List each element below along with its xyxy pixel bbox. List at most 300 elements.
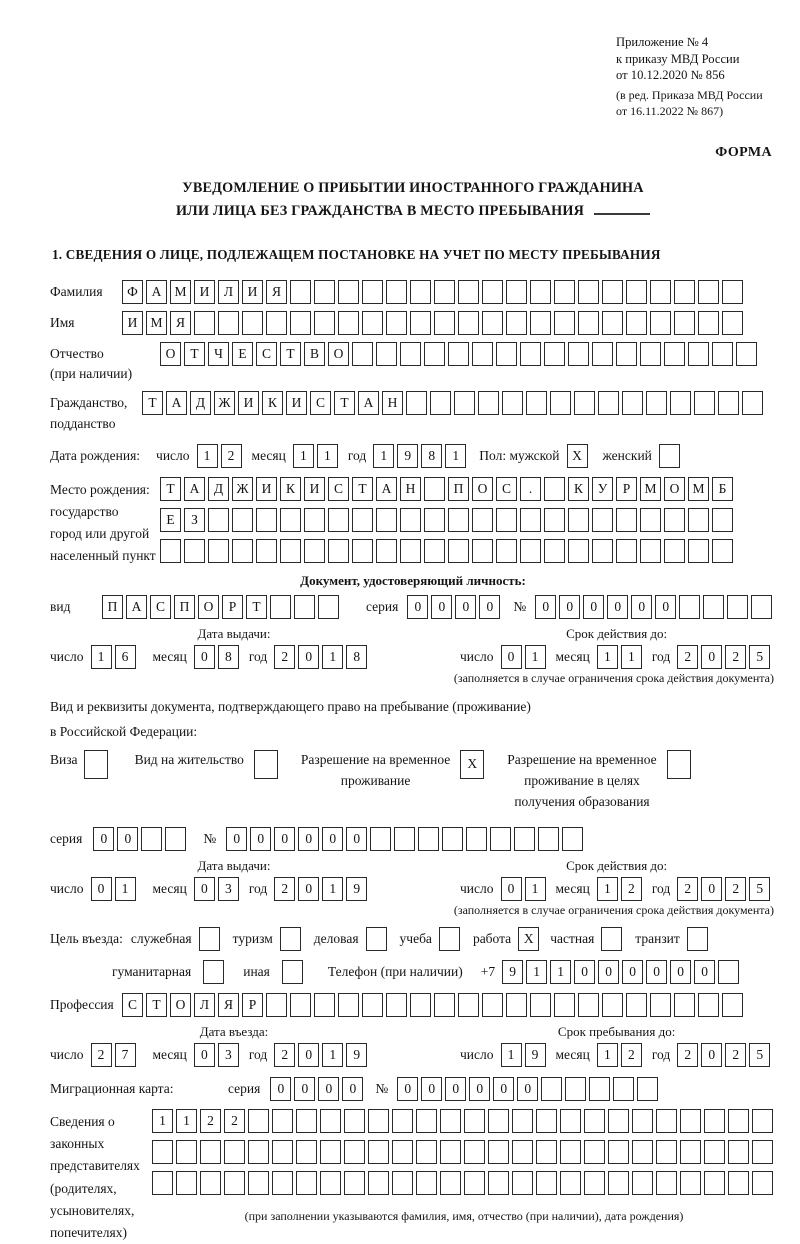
form-cell[interactable]: 0 <box>607 595 628 619</box>
form-cell[interactable] <box>550 391 571 415</box>
form-cell[interactable] <box>530 280 551 304</box>
form-cell[interactable]: 0 <box>294 1077 315 1101</box>
form-cell[interactable] <box>256 539 277 563</box>
form-cell[interactable]: 0 <box>655 595 676 619</box>
form-cell[interactable]: К <box>280 477 301 501</box>
form-cell[interactable] <box>434 311 455 335</box>
form-cell[interactable] <box>328 539 349 563</box>
form-cell[interactable] <box>434 280 455 304</box>
form-cell[interactable] <box>490 827 511 851</box>
form-cell[interactable]: 0 <box>493 1077 514 1101</box>
form-cell[interactable]: 7 <box>115 1043 136 1067</box>
form-cell[interactable]: 0 <box>574 960 595 984</box>
form-cell[interactable] <box>722 993 743 1017</box>
form-cell[interactable] <box>314 993 335 1017</box>
form-cell[interactable] <box>152 1140 173 1164</box>
form-cell[interactable]: 2 <box>274 877 295 901</box>
form-cell[interactable]: 0 <box>250 827 271 851</box>
form-cell[interactable] <box>224 1171 245 1195</box>
form-cell[interactable]: 9 <box>525 1043 546 1067</box>
form-cell[interactable] <box>584 1171 605 1195</box>
form-cell[interactable] <box>664 539 685 563</box>
form-cell[interactable] <box>352 508 373 532</box>
form-cell[interactable]: 1 <box>322 645 343 669</box>
form-cell[interactable]: И <box>304 477 325 501</box>
form-cell[interactable]: Я <box>266 280 287 304</box>
form-cell[interactable] <box>400 342 421 366</box>
form-cell[interactable]: Ж <box>214 391 235 415</box>
form-cell[interactable] <box>424 539 445 563</box>
form-cell[interactable] <box>386 311 407 335</box>
form-cell[interactable] <box>199 927 220 951</box>
form-cell[interactable] <box>640 342 661 366</box>
form-cell[interactable]: 0 <box>226 827 247 851</box>
form-cell[interactable] <box>184 539 205 563</box>
form-cell[interactable] <box>640 508 661 532</box>
form-cell[interactable] <box>400 539 421 563</box>
form-cell[interactable]: 3 <box>218 1043 239 1067</box>
form-cell[interactable] <box>742 391 763 415</box>
form-cell[interactable]: Т <box>280 342 301 366</box>
form-cell[interactable] <box>626 993 647 1017</box>
form-cell[interactable]: 2 <box>200 1109 221 1133</box>
form-cell[interactable]: 0 <box>701 877 722 901</box>
form-cell[interactable] <box>362 993 383 1017</box>
form-cell[interactable] <box>632 1109 653 1133</box>
form-cell[interactable] <box>520 508 541 532</box>
form-cell[interactable] <box>482 993 503 1017</box>
form-cell[interactable] <box>752 1109 773 1133</box>
form-cell[interactable] <box>728 1171 749 1195</box>
form-cell[interactable]: X <box>460 750 484 779</box>
form-cell[interactable] <box>296 1109 317 1133</box>
form-cell[interactable] <box>248 1109 269 1133</box>
form-cell[interactable]: 2 <box>725 1043 746 1067</box>
form-cell[interactable] <box>626 311 647 335</box>
form-cell[interactable]: 0 <box>670 960 691 984</box>
form-cell[interactable] <box>368 1109 389 1133</box>
form-cell[interactable] <box>538 827 559 851</box>
form-cell[interactable] <box>650 993 671 1017</box>
form-cell[interactable] <box>667 750 691 779</box>
form-cell[interactable] <box>410 280 431 304</box>
form-cell[interactable]: Е <box>160 508 181 532</box>
form-cell[interactable]: 0 <box>622 960 643 984</box>
form-cell[interactable]: 0 <box>445 1077 466 1101</box>
form-cell[interactable] <box>712 539 733 563</box>
form-cell[interactable] <box>242 311 263 335</box>
form-cell[interactable] <box>448 508 469 532</box>
form-cell[interactable] <box>254 750 278 779</box>
form-cell[interactable] <box>703 595 724 619</box>
form-cell[interactable]: Н <box>382 391 403 415</box>
form-cell[interactable] <box>290 311 311 335</box>
form-cell[interactable]: 0 <box>194 877 215 901</box>
form-cell[interactable] <box>656 1109 677 1133</box>
form-cell[interactable] <box>680 1140 701 1164</box>
form-cell[interactable] <box>694 391 715 415</box>
form-cell[interactable] <box>578 311 599 335</box>
form-cell[interactable] <box>704 1171 725 1195</box>
form-cell[interactable]: 1 <box>525 877 546 901</box>
form-cell[interactable] <box>270 595 291 619</box>
form-cell[interactable] <box>544 477 565 501</box>
form-cell[interactable] <box>674 280 695 304</box>
form-cell[interactable] <box>472 508 493 532</box>
form-cell[interactable]: 0 <box>694 960 715 984</box>
form-cell[interactable] <box>704 1140 725 1164</box>
form-cell[interactable] <box>554 311 575 335</box>
form-cell[interactable]: 1 <box>597 645 618 669</box>
form-cell[interactable] <box>466 827 487 851</box>
form-cell[interactable] <box>160 539 181 563</box>
form-cell[interactable]: И <box>256 477 277 501</box>
form-cell[interactable]: С <box>256 342 277 366</box>
form-cell[interactable]: 0 <box>421 1077 442 1101</box>
form-cell[interactable]: 0 <box>407 595 428 619</box>
form-cell[interactable] <box>664 508 685 532</box>
form-cell[interactable] <box>530 311 551 335</box>
form-cell[interactable] <box>488 1171 509 1195</box>
form-cell[interactable] <box>320 1140 341 1164</box>
form-cell[interactable]: М <box>688 477 709 501</box>
form-cell[interactable] <box>464 1109 485 1133</box>
form-cell[interactable] <box>352 342 373 366</box>
form-cell[interactable] <box>514 827 535 851</box>
form-cell[interactable] <box>626 280 647 304</box>
form-cell[interactable]: О <box>198 595 219 619</box>
form-cell[interactable] <box>344 1109 365 1133</box>
form-cell[interactable]: 5 <box>749 877 770 901</box>
form-cell[interactable] <box>560 1140 581 1164</box>
form-cell[interactable]: Б <box>712 477 733 501</box>
form-cell[interactable]: 2 <box>274 1043 295 1067</box>
form-cell[interactable] <box>256 508 277 532</box>
form-cell[interactable]: Я <box>170 311 191 335</box>
form-cell[interactable] <box>424 342 445 366</box>
form-cell[interactable] <box>314 311 335 335</box>
form-cell[interactable] <box>568 342 589 366</box>
form-cell[interactable] <box>280 539 301 563</box>
form-cell[interactable] <box>598 391 619 415</box>
form-cell[interactable] <box>589 1077 610 1101</box>
form-cell[interactable]: С <box>150 595 171 619</box>
form-cell[interactable] <box>290 280 311 304</box>
form-cell[interactable]: 2 <box>677 877 698 901</box>
form-cell[interactable]: 1 <box>91 645 112 669</box>
form-cell[interactable] <box>722 311 743 335</box>
form-cell[interactable] <box>464 1171 485 1195</box>
form-cell[interactable] <box>248 1171 269 1195</box>
form-cell[interactable] <box>232 508 253 532</box>
form-cell[interactable]: К <box>262 391 283 415</box>
form-cell[interactable] <box>386 993 407 1017</box>
form-cell[interactable] <box>496 508 517 532</box>
form-cell[interactable] <box>488 1140 509 1164</box>
form-cell[interactable]: В <box>304 342 325 366</box>
form-cell[interactable] <box>728 1140 749 1164</box>
form-cell[interactable] <box>482 280 503 304</box>
form-cell[interactable]: 0 <box>298 827 319 851</box>
form-cell[interactable] <box>578 993 599 1017</box>
form-cell[interactable] <box>152 1171 173 1195</box>
form-cell[interactable] <box>454 391 475 415</box>
form-cell[interactable] <box>698 280 719 304</box>
form-cell[interactable] <box>280 508 301 532</box>
form-cell[interactable]: О <box>472 477 493 501</box>
form-cell[interactable] <box>602 993 623 1017</box>
form-cell[interactable] <box>578 280 599 304</box>
form-cell[interactable]: 0 <box>322 827 343 851</box>
form-cell[interactable]: 0 <box>346 827 367 851</box>
form-cell[interactable]: А <box>146 280 167 304</box>
form-cell[interactable]: Р <box>222 595 243 619</box>
form-cell[interactable] <box>430 391 451 415</box>
form-cell[interactable] <box>541 1077 562 1101</box>
form-cell[interactable]: 0 <box>583 595 604 619</box>
form-cell[interactable]: 3 <box>218 877 239 901</box>
form-cell[interactable] <box>366 927 387 951</box>
form-cell[interactable] <box>512 1171 533 1195</box>
form-cell[interactable] <box>506 993 527 1017</box>
form-cell[interactable] <box>290 993 311 1017</box>
form-cell[interactable]: Т <box>246 595 267 619</box>
form-cell[interactable] <box>439 927 460 951</box>
form-cell[interactable]: 2 <box>91 1043 112 1067</box>
form-cell[interactable] <box>376 508 397 532</box>
form-cell[interactable] <box>646 391 667 415</box>
form-cell[interactable]: 8 <box>346 645 367 669</box>
form-cell[interactable] <box>442 827 463 851</box>
form-cell[interactable]: 0 <box>455 595 476 619</box>
form-cell[interactable] <box>752 1140 773 1164</box>
form-cell[interactable] <box>554 280 575 304</box>
form-cell[interactable] <box>554 993 575 1017</box>
form-cell[interactable]: 8 <box>218 645 239 669</box>
form-cell[interactable] <box>344 1171 365 1195</box>
form-cell[interactable] <box>616 342 637 366</box>
form-cell[interactable]: 0 <box>646 960 667 984</box>
form-cell[interactable]: 1 <box>176 1109 197 1133</box>
form-cell[interactable] <box>248 1140 269 1164</box>
form-cell[interactable] <box>352 539 373 563</box>
form-cell[interactable] <box>488 1109 509 1133</box>
form-cell[interactable]: 1 <box>115 877 136 901</box>
form-cell[interactable] <box>659 444 680 468</box>
form-cell[interactable]: Т <box>334 391 355 415</box>
form-cell[interactable]: 0 <box>501 877 522 901</box>
form-cell[interactable] <box>392 1171 413 1195</box>
form-cell[interactable] <box>688 539 709 563</box>
form-cell[interactable]: 9 <box>502 960 523 984</box>
form-cell[interactable] <box>434 993 455 1017</box>
form-cell[interactable]: 1 <box>597 1043 618 1067</box>
form-cell[interactable]: Д <box>208 477 229 501</box>
form-cell[interactable]: П <box>448 477 469 501</box>
form-cell[interactable] <box>376 342 397 366</box>
form-cell[interactable] <box>616 508 637 532</box>
form-cell[interactable]: Ч <box>208 342 229 366</box>
form-cell[interactable]: С <box>310 391 331 415</box>
form-cell[interactable] <box>656 1171 677 1195</box>
form-cell[interactable]: 0 <box>701 645 722 669</box>
form-cell[interactable] <box>282 960 303 984</box>
form-cell[interactable] <box>482 311 503 335</box>
form-cell[interactable] <box>472 342 493 366</box>
form-cell[interactable] <box>602 280 623 304</box>
form-cell[interactable] <box>368 1140 389 1164</box>
form-cell[interactable] <box>266 311 287 335</box>
form-cell[interactable] <box>368 1171 389 1195</box>
form-cell[interactable] <box>296 1171 317 1195</box>
form-cell[interactable]: 0 <box>194 1043 215 1067</box>
form-cell[interactable]: С <box>496 477 517 501</box>
form-cell[interactable] <box>602 311 623 335</box>
form-cell[interactable]: Ж <box>232 477 253 501</box>
form-cell[interactable] <box>592 539 613 563</box>
form-cell[interactable]: Л <box>194 993 215 1017</box>
form-cell[interactable]: 9 <box>397 444 418 468</box>
form-cell[interactable] <box>218 311 239 335</box>
form-cell[interactable] <box>560 1171 581 1195</box>
form-cell[interactable] <box>84 750 108 779</box>
form-cell[interactable] <box>232 539 253 563</box>
form-cell[interactable] <box>458 993 479 1017</box>
form-cell[interactable]: 0 <box>559 595 580 619</box>
form-cell[interactable] <box>496 342 517 366</box>
form-cell[interactable] <box>400 508 421 532</box>
form-cell[interactable]: 0 <box>298 877 319 901</box>
form-cell[interactable] <box>650 311 671 335</box>
form-cell[interactable]: 1 <box>445 444 466 468</box>
form-cell[interactable]: З <box>184 508 205 532</box>
form-cell[interactable]: 1 <box>293 444 314 468</box>
form-cell[interactable]: О <box>170 993 191 1017</box>
form-cell[interactable]: С <box>328 477 349 501</box>
form-cell[interactable]: С <box>122 993 143 1017</box>
form-cell[interactable] <box>736 342 757 366</box>
form-cell[interactable] <box>266 993 287 1017</box>
form-cell[interactable] <box>440 1171 461 1195</box>
form-cell[interactable]: И <box>242 280 263 304</box>
form-cell[interactable]: И <box>238 391 259 415</box>
form-cell[interactable]: 2 <box>677 645 698 669</box>
form-cell[interactable] <box>592 342 613 366</box>
form-cell[interactable] <box>656 1140 677 1164</box>
form-cell[interactable] <box>176 1171 197 1195</box>
form-cell[interactable] <box>544 508 565 532</box>
form-cell[interactable] <box>362 311 383 335</box>
form-cell[interactable]: 0 <box>517 1077 538 1101</box>
form-cell[interactable] <box>704 1109 725 1133</box>
form-cell[interactable] <box>680 1109 701 1133</box>
form-cell[interactable] <box>751 595 772 619</box>
form-cell[interactable] <box>608 1109 629 1133</box>
form-cell[interactable]: А <box>358 391 379 415</box>
form-cell[interactable]: 0 <box>469 1077 490 1101</box>
form-cell[interactable] <box>526 391 547 415</box>
form-cell[interactable]: 0 <box>397 1077 418 1101</box>
form-cell[interactable] <box>592 508 613 532</box>
form-cell[interactable]: 0 <box>117 827 138 851</box>
form-cell[interactable]: Т <box>184 342 205 366</box>
form-cell[interactable] <box>320 1109 341 1133</box>
form-cell[interactable]: 1 <box>597 877 618 901</box>
form-cell[interactable]: Н <box>400 477 421 501</box>
form-cell[interactable]: П <box>102 595 123 619</box>
form-cell[interactable] <box>304 508 325 532</box>
form-cell[interactable] <box>370 827 391 851</box>
form-cell[interactable] <box>416 1109 437 1133</box>
form-cell[interactable]: А <box>184 477 205 501</box>
form-cell[interactable]: О <box>664 477 685 501</box>
form-cell[interactable]: 0 <box>501 645 522 669</box>
form-cell[interactable] <box>674 993 695 1017</box>
form-cell[interactable]: 1 <box>152 1109 173 1133</box>
form-cell[interactable] <box>712 508 733 532</box>
form-cell[interactable] <box>208 539 229 563</box>
form-cell[interactable] <box>616 539 637 563</box>
form-cell[interactable] <box>688 508 709 532</box>
form-cell[interactable] <box>632 1140 653 1164</box>
form-cell[interactable]: 0 <box>91 877 112 901</box>
form-cell[interactable] <box>386 280 407 304</box>
form-cell[interactable]: 2 <box>677 1043 698 1067</box>
form-cell[interactable] <box>458 311 479 335</box>
form-cell[interactable] <box>568 508 589 532</box>
form-cell[interactable]: 0 <box>535 595 556 619</box>
form-cell[interactable] <box>698 311 719 335</box>
form-cell[interactable] <box>752 1171 773 1195</box>
form-cell[interactable]: М <box>170 280 191 304</box>
form-cell[interactable] <box>344 1140 365 1164</box>
form-cell[interactable] <box>338 280 359 304</box>
form-cell[interactable] <box>622 391 643 415</box>
form-cell[interactable] <box>392 1140 413 1164</box>
form-cell[interactable] <box>478 391 499 415</box>
form-cell[interactable] <box>296 1140 317 1164</box>
form-cell[interactable] <box>520 342 541 366</box>
form-cell[interactable] <box>536 1171 557 1195</box>
form-cell[interactable]: К <box>568 477 589 501</box>
form-cell[interactable] <box>338 311 359 335</box>
form-cell[interactable] <box>601 927 622 951</box>
form-cell[interactable] <box>328 508 349 532</box>
form-cell[interactable] <box>440 1109 461 1133</box>
form-cell[interactable] <box>506 280 527 304</box>
form-cell[interactable] <box>520 539 541 563</box>
form-cell[interactable]: 6 <box>115 645 136 669</box>
form-cell[interactable]: 1 <box>526 960 547 984</box>
form-cell[interactable] <box>392 1109 413 1133</box>
form-cell[interactable]: 0 <box>93 827 114 851</box>
form-cell[interactable]: 2 <box>274 645 295 669</box>
form-cell[interactable] <box>565 1077 586 1101</box>
form-cell[interactable] <box>272 1109 293 1133</box>
form-cell[interactable] <box>506 311 527 335</box>
form-cell[interactable]: О <box>160 342 181 366</box>
form-cell[interactable] <box>544 342 565 366</box>
form-cell[interactable] <box>722 280 743 304</box>
form-cell[interactable] <box>512 1140 533 1164</box>
form-cell[interactable] <box>416 1140 437 1164</box>
form-cell[interactable] <box>536 1109 557 1133</box>
form-cell[interactable] <box>664 342 685 366</box>
form-cell[interactable] <box>568 539 589 563</box>
form-cell[interactable]: 9 <box>346 877 367 901</box>
form-cell[interactable] <box>472 539 493 563</box>
form-cell[interactable] <box>338 993 359 1017</box>
